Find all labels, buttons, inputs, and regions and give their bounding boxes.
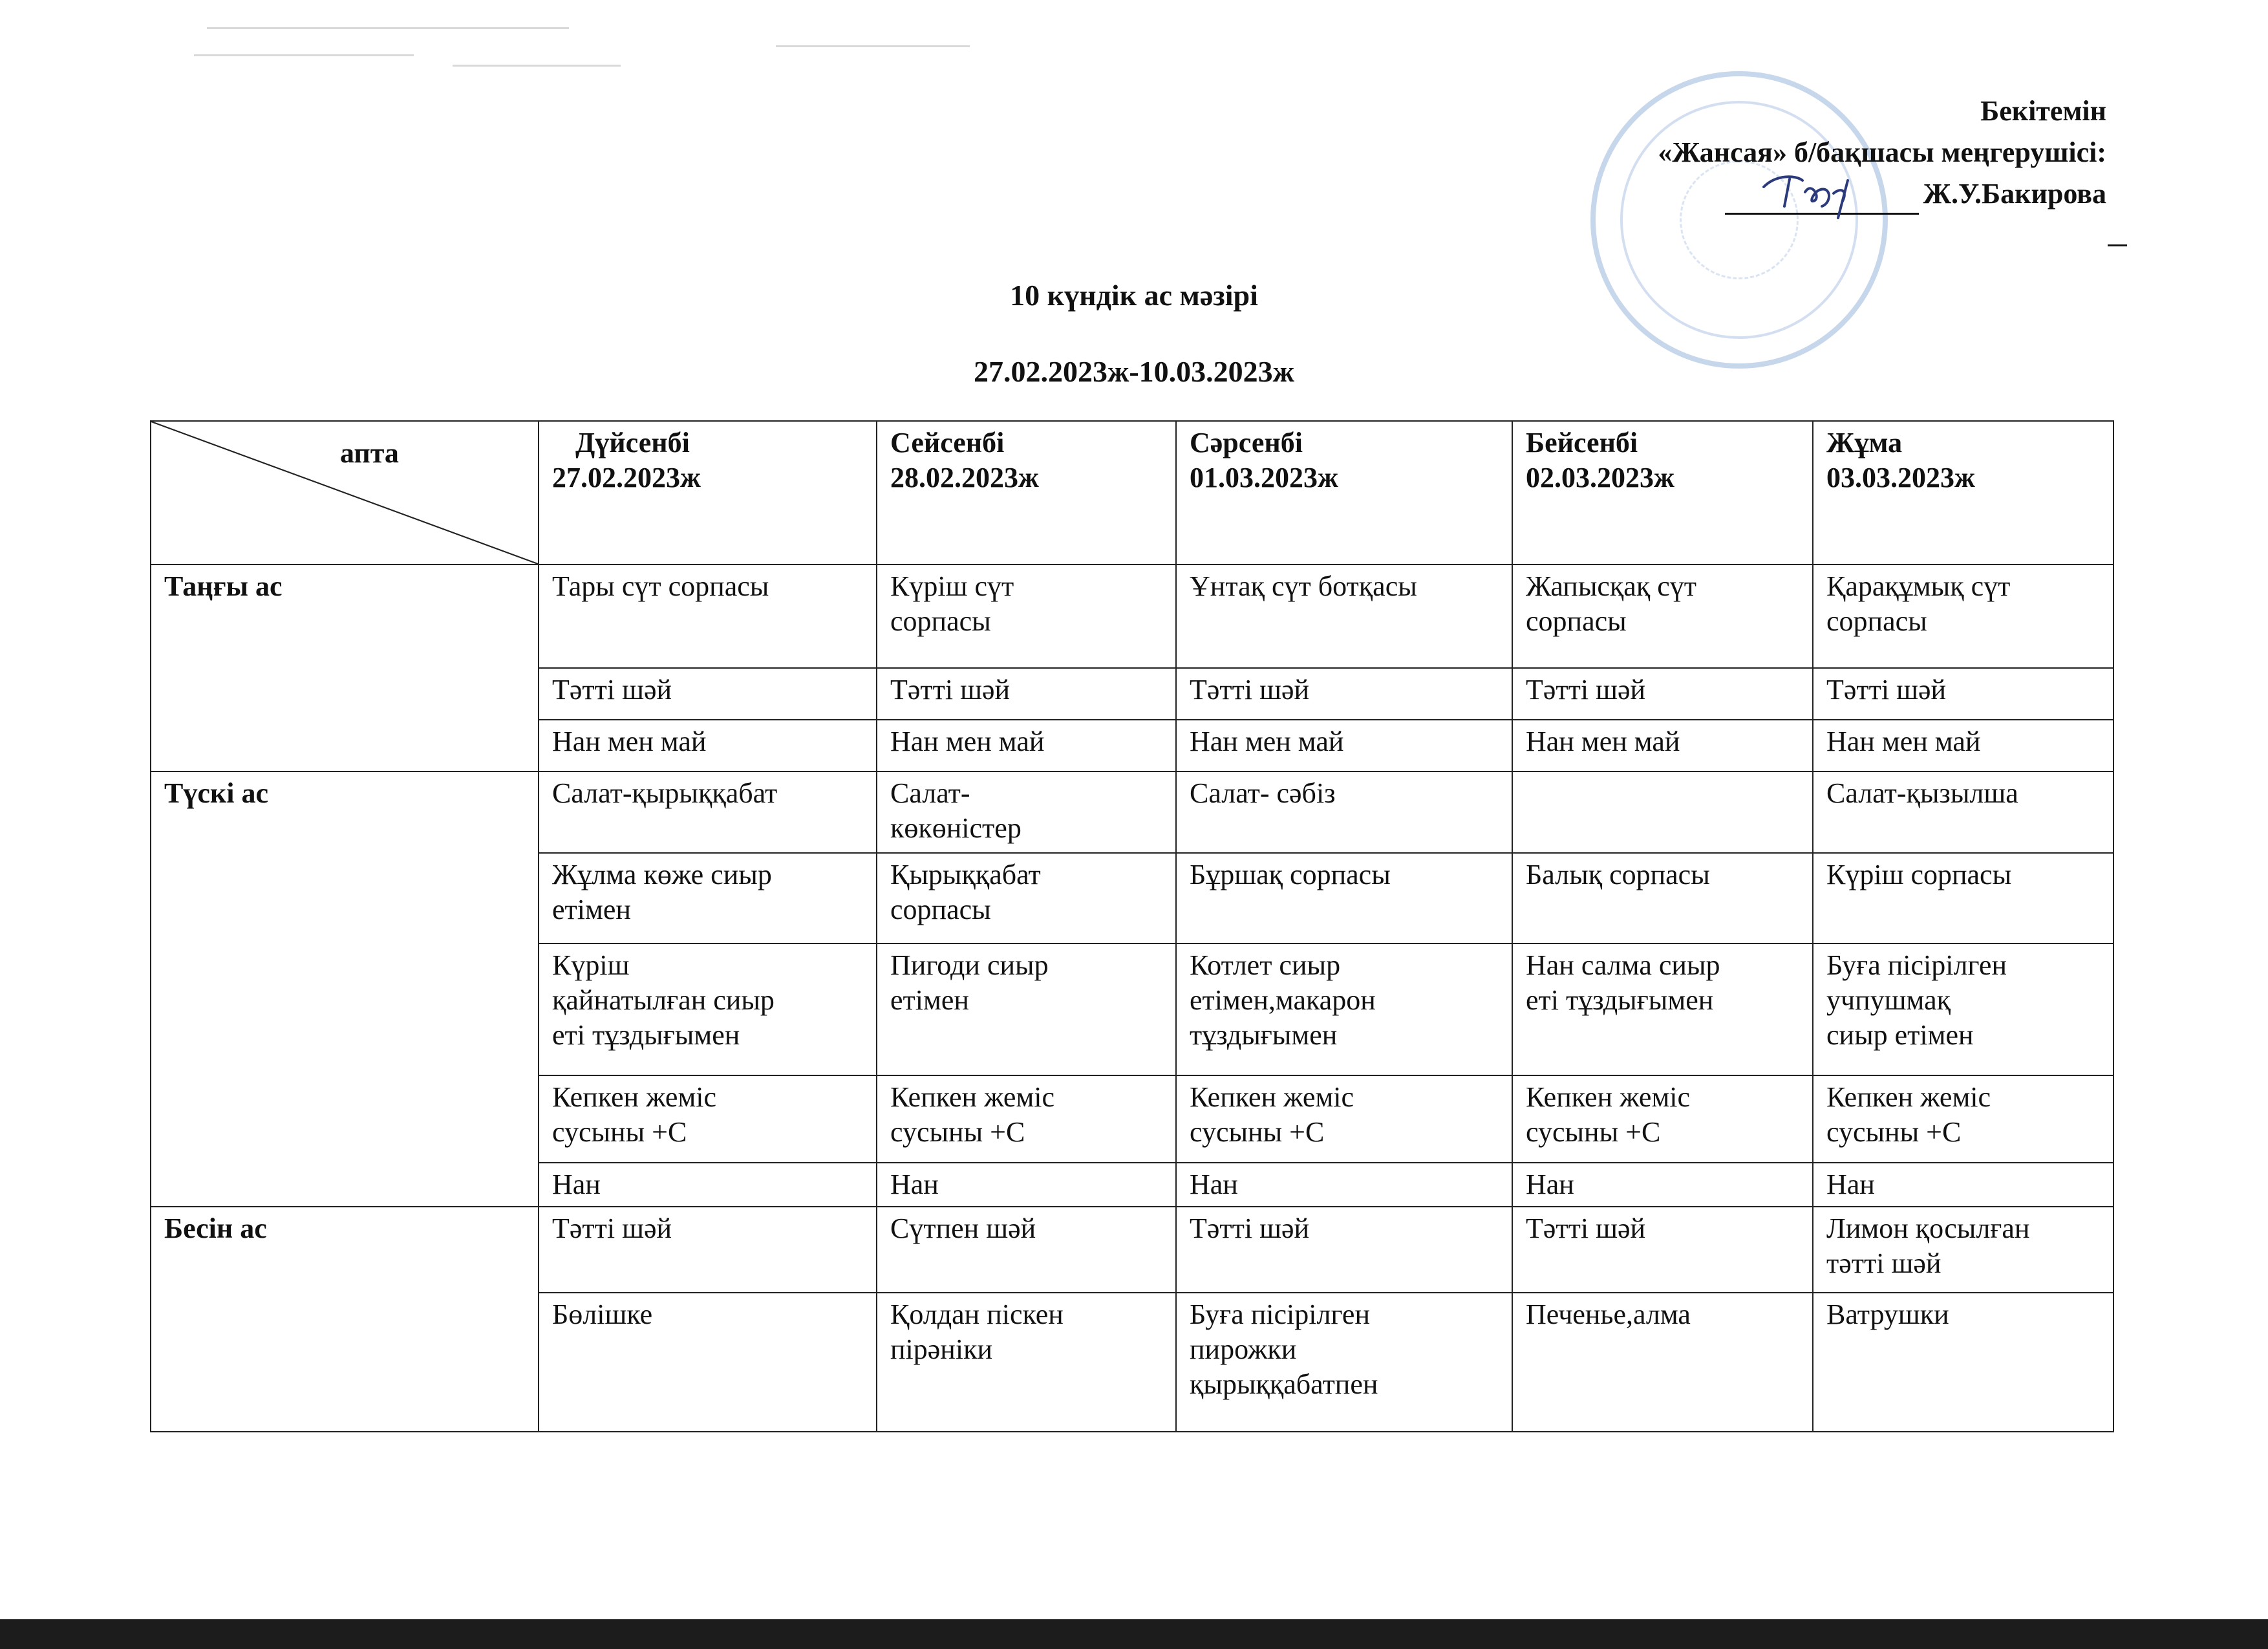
menu-row	[151, 771, 2113, 853]
dish-cell: Бөлішке	[539, 1293, 877, 1432]
day-date: 01.03.2023ж	[1190, 462, 1338, 493]
dish-cell: Тәтті шәй	[877, 668, 1176, 720]
dish-cell: Күріш қайнатылған сиыр еті тұздығымен	[539, 943, 877, 1075]
day-name: Бейсенбі	[1526, 427, 1638, 458]
dish-cell: Тәтті шәй	[1176, 1207, 1512, 1293]
corner-cell	[151, 421, 539, 565]
dish-cell: Бұршақ сорпасы	[1176, 853, 1512, 943]
menu-row	[151, 1207, 2113, 1293]
day-header-cell	[539, 421, 877, 565]
signature-row	[1658, 173, 2106, 215]
day-date: 03.03.2023ж	[1826, 462, 1975, 493]
meal-label: Таңғы ас	[151, 565, 539, 771]
dish-cell: Қолдан піскен пірәніки	[877, 1293, 1176, 1432]
meal-label: Түскі ас	[151, 771, 539, 1207]
dish-cell: Кепкен жеміс сусыны +С	[877, 1075, 1176, 1163]
dish-cell: Жапысқақ сүт сорпасы	[1512, 565, 1813, 668]
dish-cell: Буға пісірілген пирожки қырыққабатпен	[1176, 1293, 1512, 1432]
day-date: 28.02.2023ж	[890, 462, 1039, 493]
dish-cell: Салат-қызылша	[1813, 771, 2113, 853]
dish-cell: Печенье,алма	[1512, 1293, 1813, 1432]
dish-cell: Балық сорпасы	[1512, 853, 1813, 943]
dish-cell: Тәтті шәй	[539, 668, 877, 720]
day-date: 27.02.2023ж	[552, 462, 701, 493]
dish-cell: Ватрушки	[1813, 1293, 2113, 1432]
dish-cell: Күріш сүт сорпасы	[877, 565, 1176, 668]
dish-cell: Нан мен май	[1512, 720, 1813, 771]
day-date: 02.03.2023ж	[1526, 462, 1674, 493]
dish-cell: Қырыққабат сорпасы	[877, 853, 1176, 943]
dish-cell: Нан мен май	[539, 720, 877, 771]
dish-cell: Жұлма көже сиыр етімен	[539, 853, 877, 943]
dish-cell: Тәтті шәй	[1176, 668, 1512, 720]
menu-table	[150, 420, 2114, 1432]
week-label: апта	[340, 437, 399, 469]
day-header-cell	[1176, 421, 1512, 565]
dish-cell: Пигоди сиыр етімен	[877, 943, 1176, 1075]
dish-cell: Тары сүт сорпасы	[539, 565, 877, 668]
dish-cell: Нан	[877, 1163, 1176, 1207]
dish-cell: Сүтпен шәй	[877, 1207, 1176, 1293]
handwritten-signature-icon	[1751, 161, 1899, 219]
dish-cell: Нан	[1512, 1163, 1813, 1207]
dish-cell: Котлет сиыр етімен,макарон тұздығымен	[1176, 943, 1512, 1075]
dish-cell: Салат-қырыққабат	[539, 771, 877, 853]
day-name: Сейсенбі	[890, 427, 1005, 458]
dish-cell: Нан	[1176, 1163, 1512, 1207]
approval-block	[1658, 91, 2106, 215]
dish-cell: Нан	[539, 1163, 877, 1207]
day-name: Жұма	[1826, 427, 1903, 458]
dish-cell: Күріш сорпасы	[1813, 853, 2113, 943]
dish-cell: Тәтті шәй	[1512, 1207, 1813, 1293]
scan-bottom-edge	[0, 1619, 2268, 1649]
dish-cell: Ұнтақ сүт ботқасы	[1176, 565, 1512, 668]
day-header-cell	[1813, 421, 2113, 565]
menu-row	[151, 565, 2113, 668]
document-period: 27.02.2023ж-10.03.2023ж	[973, 355, 1295, 388]
dish-cell: Салат- көкөністер	[877, 771, 1176, 853]
dish-cell: Тәтті шәй	[539, 1207, 877, 1293]
scan-artifact	[194, 54, 414, 56]
header-row	[151, 421, 2113, 565]
dish-cell: Салат- сәбіз	[1176, 771, 1512, 853]
dish-cell: Кепкен жеміс сусыны +С	[539, 1075, 877, 1163]
dish-cell: Кепкен жеміс сусыны +С	[1813, 1075, 2113, 1163]
dish-cell: Кепкен жеміс сусыны +С	[1512, 1075, 1813, 1163]
dish-cell: Нан	[1813, 1163, 2113, 1207]
document-title: 10 күндік ас мәзірі	[1010, 279, 1258, 312]
day-name: Дүйсенбі	[575, 427, 690, 458]
day-header-cell	[1512, 421, 1813, 565]
dish-cell: Нан мен май	[1176, 720, 1512, 771]
day-name: Сәрсенбі	[1190, 427, 1303, 458]
scan-artifact	[207, 27, 569, 29]
dish-cell: Кепкен жеміс сусыны +С	[1176, 1075, 1512, 1163]
dash-mark	[2108, 244, 2127, 246]
approval-position: «Жансая» б/бақшасы меңгерушісі:	[1658, 136, 2106, 168]
signature-line	[1725, 180, 1919, 215]
dish-cell: Тәтті шәй	[1813, 668, 2113, 720]
scan-artifact	[776, 45, 970, 47]
dish-cell: Тәтті шәй	[1512, 668, 1813, 720]
day-header-cell	[877, 421, 1176, 565]
meal-label: Бесін ас	[151, 1207, 539, 1432]
dish-cell: Нан мен май	[877, 720, 1176, 771]
dish-cell: Қарақұмық сүт сорпасы	[1813, 565, 2113, 668]
dish-cell: Нан мен май	[1813, 720, 2113, 771]
approval-heading: Бекітемін	[1980, 95, 2106, 127]
director-name: Ж.У.Бакирова	[1923, 178, 2106, 210]
dish-cell: Лимон қосылған тәтті шәй	[1813, 1207, 2113, 1293]
scan-artifact	[453, 65, 621, 67]
dish-cell: Нан салма сиыр еті тұздығымен	[1512, 943, 1813, 1075]
dish-cell	[1512, 771, 1813, 853]
dish-cell: Буға пісірілген учпушмақ сиыр етімен	[1813, 943, 2113, 1075]
